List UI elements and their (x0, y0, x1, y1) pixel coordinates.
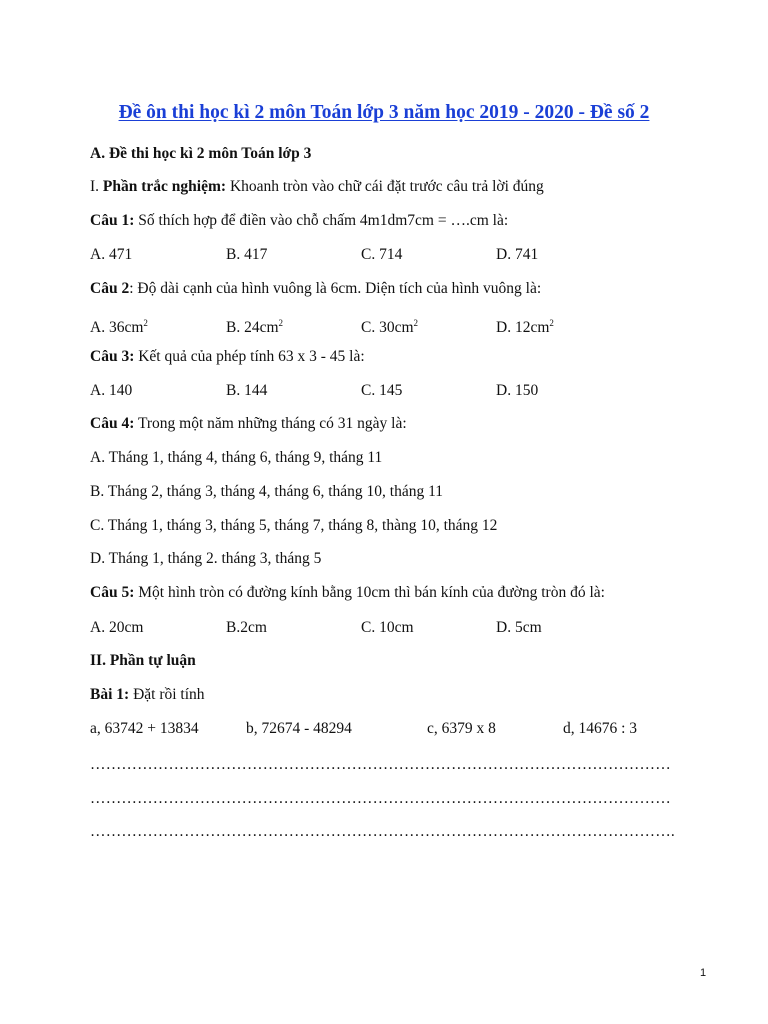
q3-option-a: A. 140 (90, 382, 133, 399)
q2-option-b (226, 313, 283, 338)
q2-option-d (496, 313, 554, 338)
part1-label: Phần trắc nghiệm: (102, 178, 227, 195)
part1-instruction: Khoanh tròn vào chữ cái đặt trước câu trả lời đúng (226, 178, 544, 195)
section-a-heading (90, 144, 311, 164)
answer-dot-line-3: …………………………………………………………………………………………………. (90, 823, 675, 840)
question-1 (90, 211, 508, 231)
answer-dot-line-1: ………………………………………………………………………………………………… (90, 756, 671, 773)
question-3-label: Câu 3: (90, 348, 135, 365)
question-5-label: Câu 5: (90, 584, 135, 601)
bai1-item-a: a, 63742 + 13834 (90, 720, 199, 737)
q2-option-b-sup: 2 (278, 318, 284, 328)
q2-option-c (361, 313, 418, 338)
q2-option-a-sup: 2 (143, 318, 148, 328)
q3-option-c: C. 145 (361, 382, 403, 399)
question-2-text: : Độ dài cạnh của hình vuông là 6cm. Diện tích của hình vuông là: (129, 280, 542, 297)
q1-option-a: A. 471 (90, 246, 133, 263)
q2-option-a (90, 313, 148, 338)
part2-label: II. Phần tự luận (90, 652, 196, 669)
q5-option-c: C. 10cm (361, 619, 414, 636)
q2-option-c-text: C. 30cm (361, 319, 414, 336)
q2-option-b-text: B. 24cm (226, 319, 279, 336)
q4-option-b: B. Tháng 2, tháng 3, tháng 4, tháng 6, tháng 10, tháng 11 (90, 483, 444, 500)
part1-prefix: I. (90, 178, 103, 195)
q3-option-b: B. 144 (226, 382, 268, 399)
question-1-text: Số thích hợp để điền vào chỗ chấm 4m1dm7cm = ….cm là: (134, 212, 509, 229)
q2-option-c-sup: 2 (413, 318, 419, 328)
question-4-text: Trong một năm những tháng có 31 ngày là: (134, 415, 407, 432)
question-5-text: Một hình tròn có đường kính bằng 10cm thì bán kính của đường tròn đó là: (134, 584, 605, 601)
q2-option-d-text: D. 12cm (496, 319, 550, 336)
bai1-label: Bài 1: (90, 686, 130, 703)
question-4 (90, 414, 407, 434)
q5-option-b: B.2cm (226, 619, 267, 636)
part1-heading (90, 177, 544, 197)
q3-option-d: D. 150 (496, 382, 539, 399)
part2-heading (90, 651, 196, 671)
question-2-label: Câu 2 (90, 280, 130, 297)
question-3 (90, 347, 365, 367)
page-number: 1 (700, 967, 707, 979)
question-5 (90, 583, 605, 603)
q1-option-b: B. 417 (226, 246, 268, 263)
bai1-item-b: b, 72674 - 48294 (246, 720, 352, 737)
question-2 (90, 279, 541, 299)
document-title[interactable]: Đề ôn thi học kì 2 môn Toán lớp 3 năm học 2019 - 2020 - Đề số 2 (118, 102, 650, 123)
bai1-heading (90, 685, 205, 705)
q4-option-a: A. Tháng 1, tháng 4, tháng 6, tháng 9, tháng 11 (90, 449, 383, 466)
q4-option-c: C. Tháng 1, tháng 3, tháng 5, tháng 7, tháng 8, thàng 10, tháng 12 (90, 517, 498, 534)
q5-option-d: D. 5cm (496, 619, 542, 636)
q2-option-d-sup: 2 (549, 318, 554, 328)
q1-option-d: D. 741 (496, 246, 539, 263)
bai1-text: Đặt rồi tính (129, 686, 205, 703)
q4-option-d: D. Tháng 1, tháng 2. tháng 3, tháng 5 (90, 550, 322, 567)
answer-dot-line-2: ………………………………………………………………………………………………… (90, 790, 671, 807)
question-3-text: Kết quả của phép tính 63 x 3 - 45 là: (134, 348, 365, 365)
bai1-item-d: d, 14676 : 3 (563, 720, 638, 737)
section-a-label: A. Đề thi học kì 2 môn Toán lớp 3 (90, 145, 312, 162)
bai1-item-c: c, 6379 x 8 (427, 720, 496, 737)
question-1-label: Câu 1: (90, 212, 135, 229)
q2-option-a-text: A. 36cm (90, 319, 144, 336)
q5-option-a: A. 20cm (90, 619, 144, 636)
question-4-label: Câu 4: (90, 415, 135, 432)
q1-option-c: C. 714 (361, 246, 403, 263)
